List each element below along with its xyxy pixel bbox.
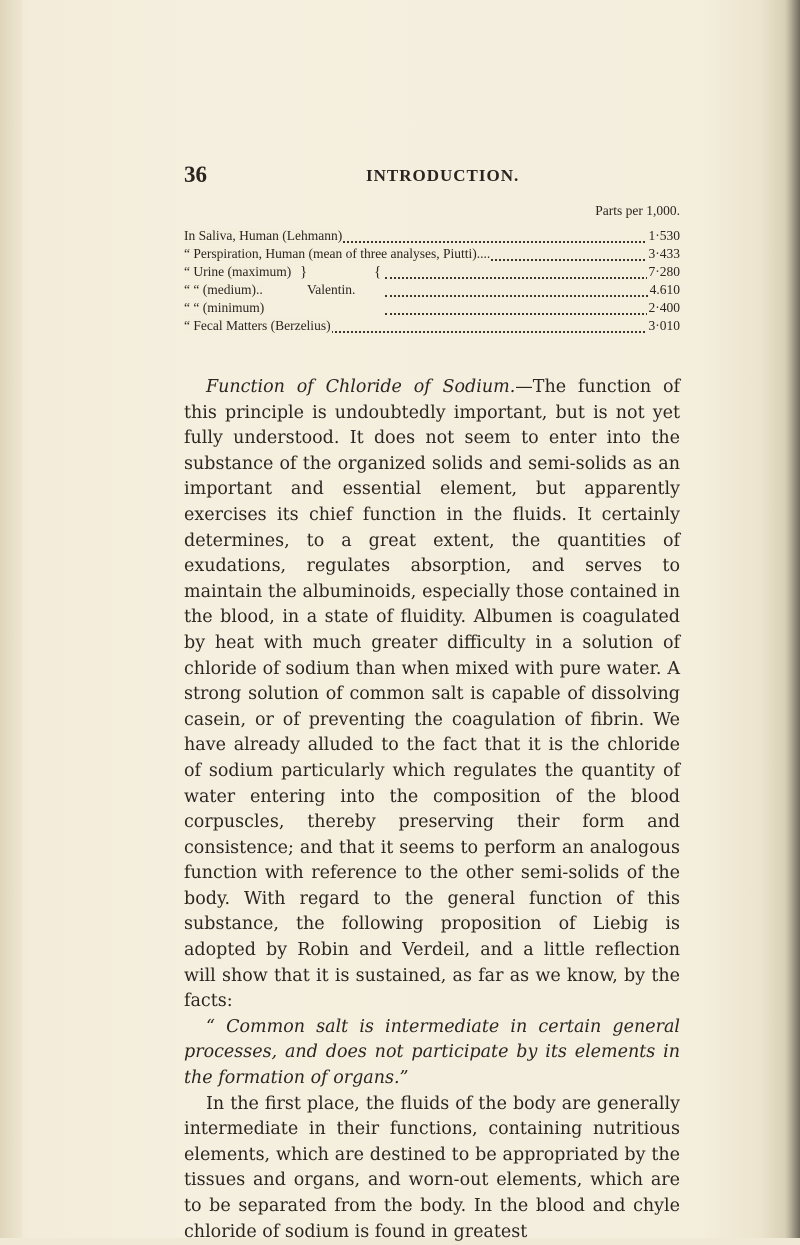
paragraph-text: —The function of this principle is undoubtedly important, but is not yet fully understood. It does not seem to enter into the substance of the organized solids and semi-solids as an important and essential element, but apparently exercises its chief function in the fluids. It certainly determines, to a great extent, the quantities of exudations, regulates absorption, and serves to maintain the albuminoids, especially those contained in the blood, in a state of fluidity. Albumen is coagulated by heat with much greater difficulty in a solution of chloride of sodium than when mixed with pure water. A strong solution of common salt is capable of dissolving casein, or of preventing the coagulation of fibrin. We have already alluded to the fact that it is the chloride of sodium particularly which regulates the quantity of water entering into the composition of the blood corpuscles, thereby preserving their form and consistence; and that it seems to perform an analogous function with reference to the other semi-solids of the body. With regard to the general function of this substance, the following proposition of Liebig is adopted by Robin and Verdeil, and a little reflection will show that it is sustained, as far as we know, by the facts: — [184, 377, 681, 1012]
opening-brace: { — [374, 264, 382, 280]
row-value: 7·280 — [648, 264, 680, 279]
row-value: 4.610 — [649, 282, 680, 297]
row-label: “ Perspiration, Human (mean of three analyses, Piutti).... — [184, 246, 491, 261]
row-label: In Saliva, Human (Lehmann) — [184, 228, 343, 243]
page-edge-shadow — [788, 0, 800, 1238]
table-row — [184, 246, 680, 264]
header-title: INTRODUCTION. — [366, 166, 520, 185]
table-row — [184, 318, 680, 336]
row-value: 3·010 — [648, 318, 680, 333]
closing-brace: } — [300, 264, 308, 280]
units-header: Parts per 1,000. — [595, 203, 680, 218]
table-row — [184, 228, 680, 246]
row-label: “ “ (medium).. — [184, 282, 263, 297]
row-label: “ “ (minimum) — [184, 300, 265, 315]
liebig-quote: “ Common salt is intermediate in certain general processes, and does not participate by its elements in the formation of organs.” — [184, 1016, 680, 1089]
page-gutter-shadow — [0, 0, 22, 1238]
paragraph-heading: Function of Chloride of Sodium. — [206, 377, 516, 397]
row-label: “ Urine (maximum) — [184, 264, 292, 279]
row-value: 2·400 — [648, 300, 680, 315]
running-head — [184, 162, 684, 192]
brace-authority: Valentin. — [307, 282, 356, 297]
row-value: 3·433 — [648, 246, 680, 261]
body-text — [184, 375, 680, 1245]
row-label: “ Fecal Matters (Berzelius) — [184, 318, 331, 333]
page-number: 36 — [184, 162, 207, 187]
row-value: 1·530 — [648, 228, 680, 243]
paragraph-function — [184, 375, 680, 1015]
paragraph-intermediate: In the first place, the fluids of the body are generally intermediate in their functions, containing nutritious elements, which are destined to be appropriated by the tissues and organs, and worn-out elements, which are to be separated from the body. In the blood and chyle chloride of sodium is found in greatest — [184, 1093, 680, 1242]
